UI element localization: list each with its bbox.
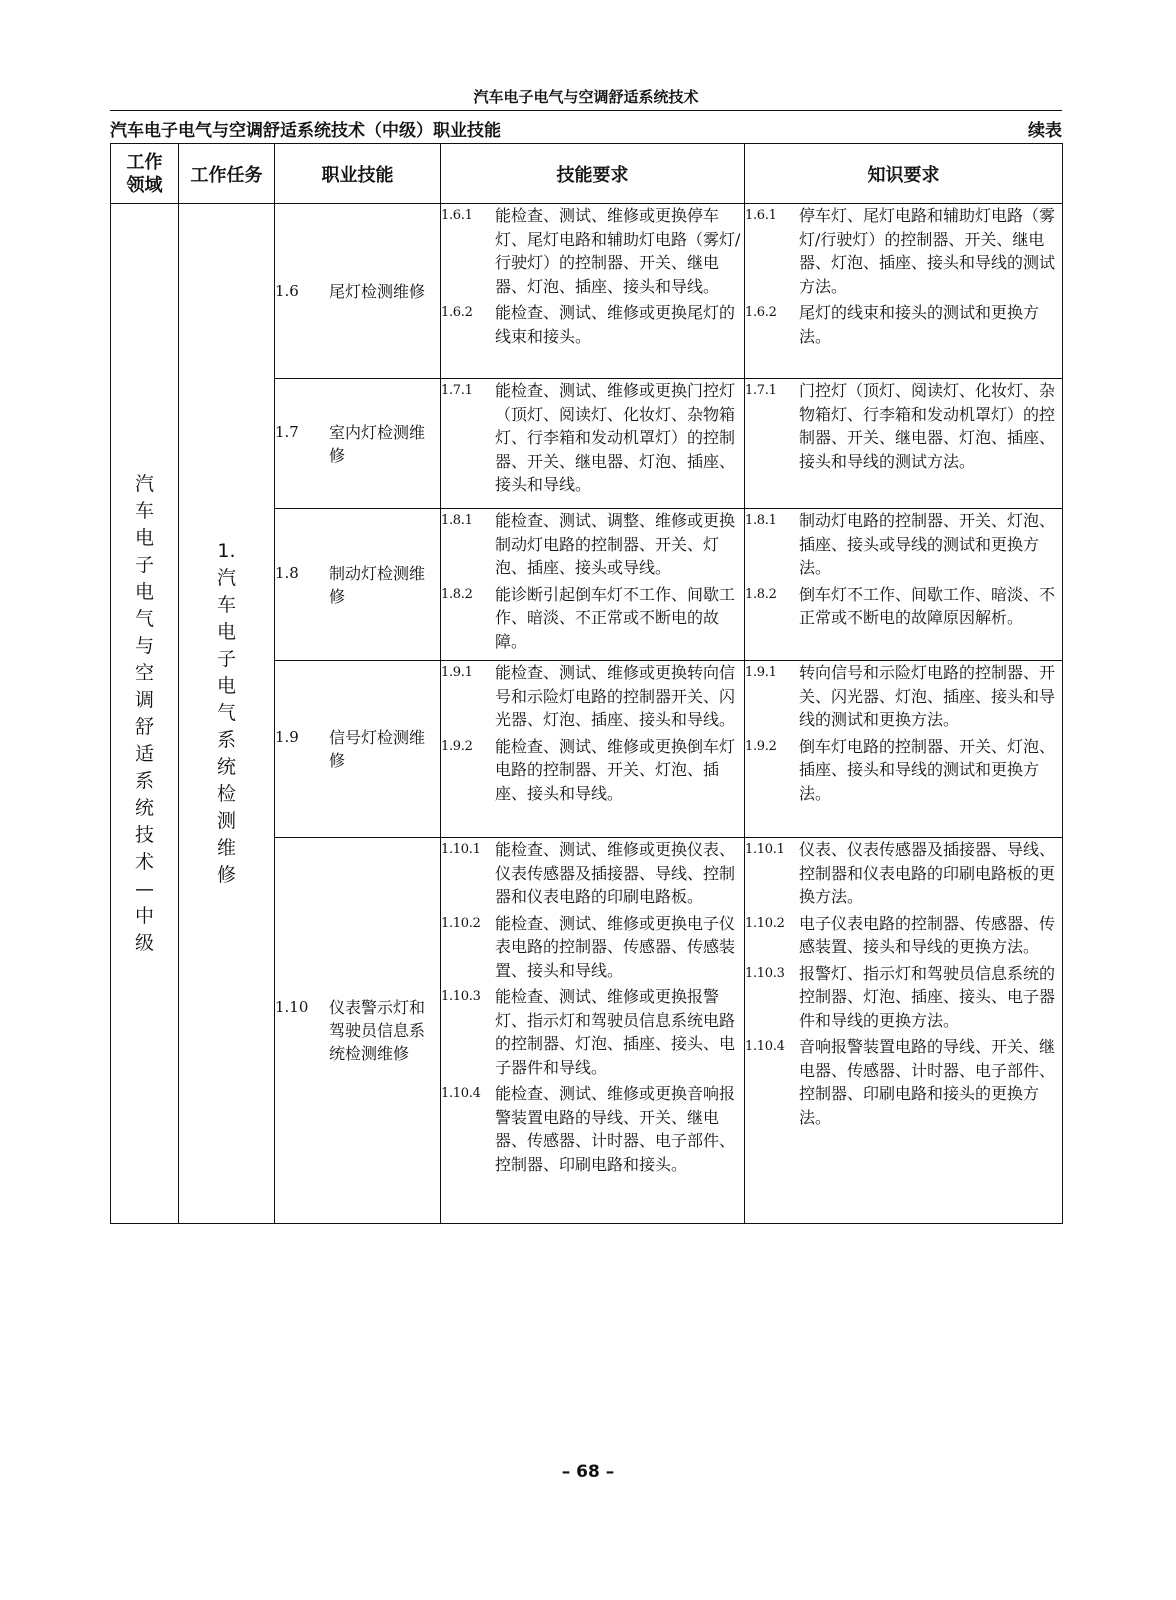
knowledge-requirements-cell: [745, 379, 1063, 509]
skill-cell: [275, 509, 441, 661]
item-text: 停车灯、尾灯电路和辅助灯电路（雾灯/行驶灯）的控制器、开关、继电器、灯泡、插座、接头和导线的测试方法。: [799, 206, 1056, 296]
work-task: 1.汽车电子电气系统检测维修: [216, 540, 236, 886]
knowledge-requirement-item: [745, 735, 1062, 806]
knowledge-requirement-item: [745, 301, 1062, 348]
item-number: 1.7.1: [745, 383, 777, 398]
knowledge-requirement-item: [745, 661, 1062, 732]
item-number: 1.10.2: [441, 915, 481, 931]
item-number: 1.10.4: [745, 1039, 785, 1054]
item-text: 能检查、测试、维修或更换倒车灯电路的控制器、开关、灯泡、插座、接头和导线。: [495, 736, 736, 803]
skill-requirements-cell: [441, 379, 745, 509]
item-text: 能检查、测试、维修或更换停车灯、尾灯电路和辅助灯电路（雾灯/行驶灯）的控制器、开关、继电器、灯泡、插座、接头和导线。: [495, 206, 741, 296]
item-text: 能诊断引起倒车灯不工作、间歇工作、暗淡、不正常或不断电的故障。: [495, 584, 736, 651]
item-number: 1.6.2: [441, 305, 473, 320]
item-text: 能检查、测试、维修或更换报警灯、指示灯和驾驶员信息系统电路的控制器、灯泡、插座、接头、电子器件和导线。: [495, 987, 736, 1077]
knowledge-requirement-item: [745, 962, 1062, 1033]
skill-requirement-item: [441, 661, 744, 732]
skill-requirements-cell: [441, 838, 745, 1224]
item-text: 倒车灯电路的控制器、开关、灯泡、插座、接头和导线的测试和更换方法。: [799, 736, 1056, 803]
item-text: 能检查、测试、维修或更换音响报警装置电路的导线、开关、继电器、传感器、计时器、电子部件、控制器、印刷电路和接头。: [495, 1084, 736, 1174]
knowledge-requirement-item: [745, 1035, 1062, 1129]
table-title-bar: [110, 116, 1062, 142]
item-number: 1.6.1: [441, 208, 473, 223]
skill-requirements-cell: [441, 204, 745, 379]
skill-cell: [275, 379, 441, 509]
header-skill: 职业技能: [275, 144, 441, 204]
knowledge-requirements-cell: [745, 204, 1063, 379]
item-number: 1.8.1: [745, 513, 777, 528]
skill-requirements-cell: [441, 661, 745, 838]
item-text: 能检查、测试、维修或更换电子仪表电路的控制器、传感器、传感装置、接头和导线。: [495, 913, 736, 980]
item-number: 1.9.2: [745, 738, 777, 754]
item-number: 1.9.1: [745, 665, 777, 680]
header-task: 工作任务: [179, 144, 275, 204]
knowledge-requirements-cell: [745, 661, 1063, 838]
item-text: 制动灯电路的控制器、开关、灯泡、插座、接头或导线的测试和更换方法。: [799, 511, 1056, 577]
item-text: 报警灯、指示灯和驾驶员信息系统的控制器、灯泡、插座、接头、电子器件和导线的更换方法。: [799, 963, 1056, 1030]
item-number: 1.9.2: [441, 738, 473, 754]
item-text: 电子仪表电路的控制器、传感器、传感装置、接头和导线的更换方法。: [799, 913, 1056, 956]
table-row: [111, 204, 1063, 379]
item-number: 1.9.1: [441, 665, 473, 680]
header-rule: [110, 110, 1062, 111]
skill-requirement-item: [441, 838, 744, 909]
skill-requirement-item: [441, 912, 744, 983]
skill-requirement-item: [441, 301, 744, 348]
skill-requirement-item: [441, 509, 744, 580]
page-number: – 68 –: [561, 1462, 615, 1482]
skill-requirement-item: [441, 583, 744, 654]
item-number: 1.8.2: [441, 586, 473, 602]
skill-number: 1.8: [275, 563, 299, 582]
knowledge-requirement-item: [745, 912, 1062, 959]
skill-requirement-item: [441, 1082, 744, 1176]
item-number: 1.10.4: [441, 1086, 481, 1101]
item-text: 音响报警装置电路的导线、开关、继电器、传感器、计时器、电子部件、控制器、印刷电路和接头的更换方法。: [799, 1037, 1056, 1127]
item-text: 能检查、测试、维修或更换门控灯（顶灯、阅读灯、化妆灯、杂物箱灯、行李箱和发动机罩灯）的控制器、开关、继电器、灯泡、插座、接头和导线。: [495, 381, 736, 494]
knowledge-requirement-item: [745, 379, 1062, 473]
item-text: 倒车灯不工作、间歇工作、暗淡、不正常或不断电的故障原因解析。: [799, 584, 1056, 627]
work-domain-cell: [111, 204, 179, 1224]
item-number: 1.10.1: [745, 842, 785, 857]
skill-cell: [275, 838, 441, 1224]
item-number: 1.8.2: [745, 586, 777, 602]
skill-number: 1.10: [275, 998, 309, 1016]
item-number: 1.10.2: [745, 915, 785, 931]
item-number: 1.6.2: [745, 305, 777, 320]
knowledge-requirements-cell: [745, 838, 1063, 1224]
skill-name: 仪表警示灯和驾驶员信息系统检测维修: [329, 998, 426, 1063]
header-skill-requirements: 技能要求: [441, 144, 745, 204]
skill-number: 1.7: [275, 422, 299, 441]
item-number: 1.7.1: [441, 383, 473, 398]
skill-requirement-item: [441, 204, 744, 298]
header-knowledge-requirements: 知识要求: [745, 144, 1063, 204]
header-domain: 工作领域: [111, 144, 179, 204]
item-number: 1.8.1: [441, 513, 473, 528]
item-number: 1.6.1: [745, 208, 777, 223]
skill-name: 制动灯检测维修: [329, 563, 426, 606]
skill-cell: [275, 204, 441, 379]
skill-name: 信号灯检测维修: [329, 728, 426, 770]
item-text: 能检查、测试、维修或更换转向信号和示险灯电路的控制器开关、闪光器、灯泡、插座、接头和导线。: [495, 663, 736, 729]
skill-requirements-cell: [441, 509, 745, 661]
table-header-row: [111, 144, 1063, 204]
knowledge-requirement-item: [745, 204, 1062, 298]
knowledge-requirement-item: [745, 583, 1062, 630]
item-text: 能检查、测试、维修或更换仪表、仪表传感器及插接器、导线、控制器和仪表电路的印刷电路板。: [495, 840, 736, 906]
continued-label: 续表: [1028, 121, 1062, 141]
item-text: 尾灯的线束和接头的测试和更换方法。: [799, 303, 1040, 346]
work-task-cell: [179, 204, 275, 1224]
skill-number: 1.6: [275, 281, 299, 300]
skill-requirement-item: [441, 735, 744, 806]
table-title: 汽车电子电气与空调舒适系统技术（中级）职业技能: [110, 121, 501, 141]
knowledge-requirement-item: [745, 838, 1062, 909]
skills-table: [110, 143, 1063, 1224]
item-number: 1.10.3: [441, 989, 481, 1004]
skill-requirement-item: [441, 379, 744, 497]
skill-requirement-item: [441, 985, 744, 1079]
item-number: 1.10.1: [441, 842, 481, 857]
knowledge-requirement-item: [745, 509, 1062, 580]
skill-name: 尾灯检测维修: [329, 281, 426, 301]
item-text: 转向信号和示险灯电路的控制器、开关、闪光器、灯泡、插座、接头和导线的测试和更换方法。: [799, 663, 1056, 729]
item-text: 仪表、仪表传感器及插接器、导线、控制器和仪表电路的印刷电路板的更换方法。: [799, 840, 1056, 906]
item-text: 门控灯（顶灯、阅读灯、化妆灯、杂物箱灯、行李箱和发动机罩灯）的控制器、开关、继电器、灯泡、插座、接头和导线的测试方法。: [799, 381, 1056, 471]
running-head: 汽车电子电气与空调舒适系统技术: [473, 88, 699, 106]
item-text: 能检查、测试、调整、维修或更换制动灯电路的控制器、开关、灯泡、插座、接头或导线。: [495, 511, 736, 577]
item-text: 能检查、测试、维修或更换尾灯的线束和接头。: [495, 303, 736, 346]
skill-cell: [275, 661, 441, 838]
work-domain: 汽车电子电气与空调舒适系统技术—中级: [134, 472, 154, 954]
skill-number: 1.9: [275, 728, 299, 746]
knowledge-requirements-cell: [745, 509, 1063, 661]
item-number: 1.10.3: [745, 965, 785, 981]
skill-name: 室内灯检测维修: [329, 422, 426, 465]
